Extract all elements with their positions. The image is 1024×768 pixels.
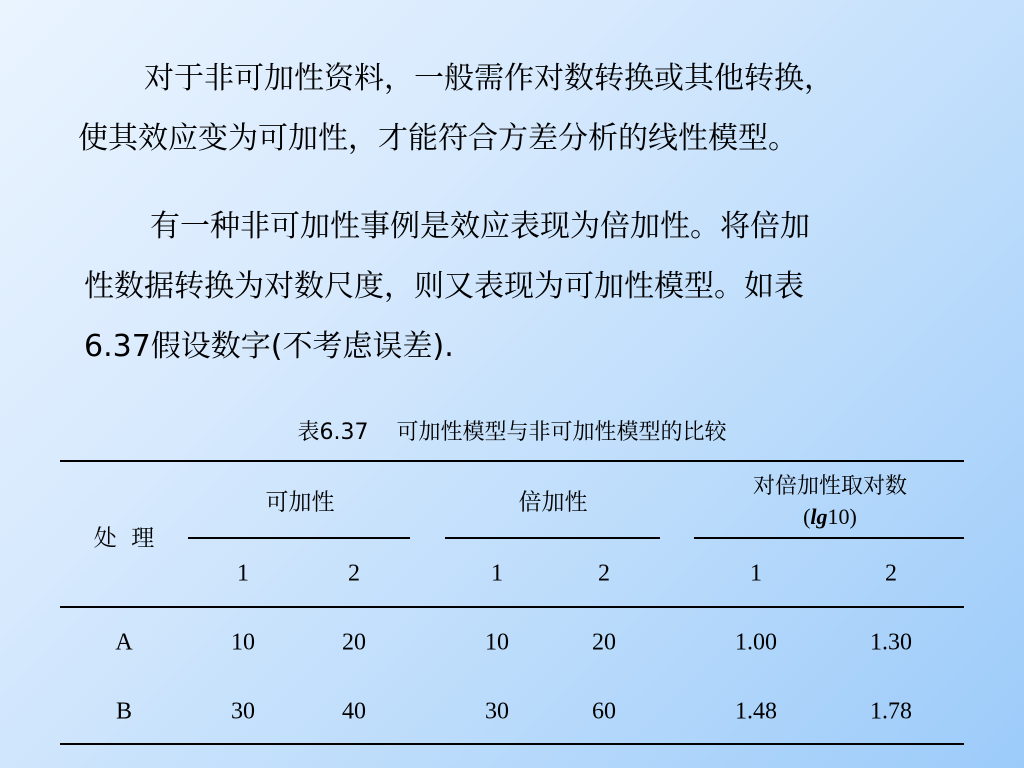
table-cell: 10 — [485, 629, 509, 656]
table-cell: 30 — [485, 698, 509, 725]
group-header-multiplicative: 倍加性 — [518, 489, 588, 516]
paragraph-line: 有一种非可加性事例是效应表现为倍加性。将倍加 — [150, 209, 810, 244]
table-caption: 表6.37 可加性模型与非可加性模型的比较 — [297, 420, 727, 445]
sub-header: 2 — [885, 560, 897, 587]
paragraph-line: 对于非可加性资料，一般需作对数转换或其他转换， — [144, 61, 834, 96]
table-bottom-rule — [60, 743, 964, 745]
table-cell: 20 — [592, 629, 616, 656]
table-cell: 10 — [231, 629, 255, 656]
group-rule-multiplicative — [445, 537, 660, 539]
group-header-log-title: 对倍加性取对数 — [752, 474, 908, 499]
paragraph-line: 6.37假设数字(不考虑误差). — [84, 329, 454, 364]
table-top-rule — [60, 460, 964, 462]
row-header: 处 理 — [93, 525, 155, 552]
log-note-open: ( — [803, 504, 811, 529]
group-header-additive: 可加性 — [265, 489, 335, 516]
paragraph-line: 性数据转换为对数尺度，则又表现为可加性模型。如表 — [84, 269, 804, 304]
group-rule-additive — [188, 537, 410, 539]
sub-header: 1 — [750, 560, 762, 587]
sub-header: 1 — [237, 560, 249, 587]
table-cell: 20 — [342, 629, 366, 656]
group-rule-log — [694, 537, 964, 539]
table-cell: 1.78 — [870, 698, 912, 725]
paragraph-line: 使其效应变为可加性，才能符合方差分析的线性模型。 — [78, 121, 798, 156]
row-label: B — [115, 698, 133, 725]
paragraph-intro — [78, 49, 958, 169]
sub-header: 2 — [598, 560, 610, 587]
sub-header: 2 — [348, 560, 360, 587]
log-note-lg: lg — [810, 504, 828, 529]
sub-header: 1 — [491, 560, 503, 587]
table-cell: 1.00 — [735, 629, 777, 656]
row-label: A — [115, 629, 133, 656]
group-header-log — [753, 472, 907, 532]
table-cell: 60 — [592, 698, 616, 725]
log-note-close: 10) — [827, 504, 857, 529]
group-header-log-note — [753, 502, 907, 532]
table-cell: 30 — [231, 698, 255, 725]
table-cell: 40 — [342, 698, 366, 725]
header-bottom-rule — [60, 606, 964, 608]
table-cell: 1.30 — [870, 629, 912, 656]
table-cell: 1.48 — [735, 698, 777, 725]
paragraph-example — [84, 197, 964, 377]
